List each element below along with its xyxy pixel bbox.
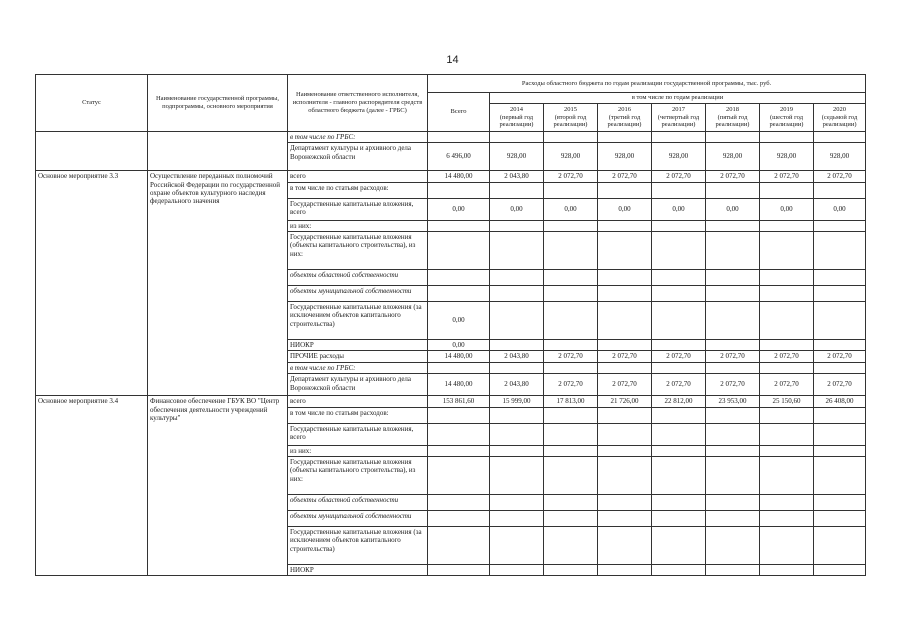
value-year: [706, 362, 760, 373]
value-year: [814, 269, 866, 285]
value-year: 2 072,70: [760, 374, 814, 396]
header-expenses: Расходы областного бюджета по годам реализации государственной программы, тыс. руб.: [428, 75, 866, 93]
value-year: [814, 301, 866, 339]
value-year: 23 953,00: [706, 396, 760, 407]
value-total: 0,00: [428, 339, 490, 350]
value-year: [760, 510, 814, 526]
value-year: [490, 362, 544, 373]
value-year: 2 072,70: [760, 171, 814, 182]
value-year: [814, 407, 866, 423]
value-year: [598, 423, 652, 445]
value-year: 2 072,70: [814, 171, 866, 182]
value-year: [652, 182, 706, 198]
row-label: ПРОЧИЕ расходы: [288, 351, 428, 362]
value-year: 21 726,00: [598, 396, 652, 407]
value-year: 2 072,70: [652, 374, 706, 396]
value-year: 2 072,70: [598, 374, 652, 396]
value-year: [814, 220, 866, 231]
measure-status: Основное мероприятие 3.4: [36, 396, 148, 576]
row-label: объекты муниципальной собственности: [288, 510, 428, 526]
value-year: [598, 407, 652, 423]
measure-status: Основное мероприятие 3.3: [36, 171, 148, 396]
value-total: [428, 285, 490, 301]
value-year: [652, 131, 706, 142]
value-year: [544, 407, 598, 423]
value-year: [760, 362, 814, 373]
value-year: [814, 526, 866, 564]
value-year: [814, 231, 866, 269]
value-year: [544, 456, 598, 494]
value-year: [814, 182, 866, 198]
value-year: [544, 231, 598, 269]
value-year: [706, 220, 760, 231]
value-year: [706, 423, 760, 445]
value-total: [428, 231, 490, 269]
row-label: Государственные капитальные вложения (за исключением объектов капитального строительства): [288, 526, 428, 564]
row-label: в том числе по ГРБС:: [288, 131, 428, 142]
value-year: [544, 301, 598, 339]
value-year: [760, 564, 814, 575]
value-year: [706, 339, 760, 350]
value-year: 22 812,00: [652, 396, 706, 407]
value-year: [598, 494, 652, 510]
value-year: [760, 407, 814, 423]
value-year: [760, 131, 814, 142]
value-year: 2 072,70: [814, 374, 866, 396]
header-year-number: 2014: [510, 106, 523, 114]
value-year: [706, 510, 760, 526]
value-year: [814, 362, 866, 373]
value-total: [428, 407, 490, 423]
header-total: Всего: [428, 93, 490, 132]
header-year-label: (первый год реализации): [499, 113, 534, 129]
value-year: 928,00: [706, 143, 760, 171]
row-label: в том числе по ГРБС:: [288, 362, 428, 373]
value-year: [652, 285, 706, 301]
value-year: [544, 526, 598, 564]
value-year: 928,00: [760, 143, 814, 171]
value-year: [760, 285, 814, 301]
value-year: 928,00: [544, 143, 598, 171]
value-total: 14 480,00: [428, 171, 490, 182]
value-year: [652, 407, 706, 423]
header-program-name: Наименование государственной программы, подпрограммы, основного мероприятия: [148, 75, 288, 132]
value-year: 2 072,70: [760, 351, 814, 362]
value-year: [814, 456, 866, 494]
value-year: 928,00: [814, 143, 866, 171]
value-year: [544, 510, 598, 526]
value-year: [490, 220, 544, 231]
row-label: объекты областной собственности: [288, 494, 428, 510]
value-year: [490, 339, 544, 350]
value-year: 2 072,70: [652, 351, 706, 362]
value-year: [814, 494, 866, 510]
value-year: [706, 285, 760, 301]
value-year: 2 072,70: [814, 351, 866, 362]
row-label: объекты областной собственности: [288, 269, 428, 285]
value-year: [598, 510, 652, 526]
value-year: [490, 423, 544, 445]
row-label: Государственные капитальные вложения, всего: [288, 198, 428, 220]
value-year: [490, 269, 544, 285]
value-year: [490, 510, 544, 526]
value-year: [598, 131, 652, 142]
row-label: из них:: [288, 220, 428, 231]
table-row: [36, 396, 866, 407]
value-year: [706, 182, 760, 198]
row-label: в том числе по статьям расходов:: [288, 182, 428, 198]
value-year: 928,00: [598, 143, 652, 171]
value-year: 928,00: [490, 143, 544, 171]
value-total: 0,00: [428, 301, 490, 339]
value-year: 0,00: [490, 198, 544, 220]
value-year: [598, 182, 652, 198]
row-label: Департамент культуры и архивного дела Воронежской области: [288, 374, 428, 396]
row-label: Государственные капитальные вложения, всего: [288, 423, 428, 445]
value-year: 2 072,70: [706, 171, 760, 182]
value-year: 2 072,70: [706, 351, 760, 362]
value-year: [598, 564, 652, 575]
continuation-name-cell: [148, 131, 288, 170]
value-year: [814, 131, 866, 142]
page-number: 14: [446, 54, 459, 66]
row-label: объекты муниципальной собственности: [288, 285, 428, 301]
value-year: [544, 423, 598, 445]
value-year: [490, 456, 544, 494]
budget-table: [35, 74, 866, 576]
value-year: 2 072,70: [652, 171, 706, 182]
value-year: [760, 423, 814, 445]
value-year: 0,00: [760, 198, 814, 220]
value-year: [760, 269, 814, 285]
table-row: [36, 171, 866, 182]
value-year: [598, 285, 652, 301]
value-year: [544, 269, 598, 285]
value-year: [598, 339, 652, 350]
value-total: [428, 220, 490, 231]
value-year: [760, 231, 814, 269]
value-year: [814, 339, 866, 350]
value-total: 14 480,00: [428, 374, 490, 396]
value-year: [706, 494, 760, 510]
header-by-years: в том числе по годам реализации: [490, 93, 866, 104]
value-year: 25 150,60: [760, 396, 814, 407]
value-year: [490, 445, 544, 456]
value-year: [760, 301, 814, 339]
header-year-2015: [544, 103, 598, 131]
header-year-2020: [814, 103, 866, 131]
value-total: [428, 564, 490, 575]
value-year: [490, 301, 544, 339]
value-year: 2 043,80: [490, 171, 544, 182]
value-year: [706, 131, 760, 142]
header-year-2017: [652, 103, 706, 131]
header-year-label: (шестой год реализации): [769, 113, 804, 129]
value-total: [428, 456, 490, 494]
header-year-number: 2017: [672, 106, 685, 114]
value-year: [544, 494, 598, 510]
row-label: Государственные капитальные вложения (за исключением объектов капитального строительства): [288, 301, 428, 339]
value-year: [706, 301, 760, 339]
value-total: [428, 362, 490, 373]
value-year: [706, 456, 760, 494]
header-year-number: 2018: [726, 106, 739, 114]
value-year: 2 072,70: [598, 351, 652, 362]
value-year: [544, 182, 598, 198]
value-year: [490, 494, 544, 510]
value-total: 153 861,60: [428, 396, 490, 407]
continuation-status-cell: [36, 131, 148, 170]
value-year: 2 043,80: [490, 351, 544, 362]
value-year: [760, 445, 814, 456]
header-executor: Наименование ответственного исполнителя, исполнителя - главного распорядителя средств областного бюджета (далее - ГРБС): [288, 75, 428, 132]
value-year: [814, 423, 866, 445]
header-year-number: 2019: [780, 106, 793, 114]
value-year: [706, 407, 760, 423]
measure-name: Осуществление переданных полномочий Российской Федерации по государственной охране объектов культурного наследия федерального значения: [148, 171, 288, 396]
measure-name: Финансовое обеспечение ГБУК ВО "Центр обеспечения деятельности учреждений культуры": [148, 396, 288, 576]
row-label: НИОКР: [288, 339, 428, 350]
header-year-2019: [760, 103, 814, 131]
value-year: 2 072,70: [598, 171, 652, 182]
value-year: 0,00: [598, 198, 652, 220]
value-year: [706, 445, 760, 456]
value-year: 2 072,70: [544, 374, 598, 396]
value-total: [428, 182, 490, 198]
value-year: [490, 131, 544, 142]
value-year: [598, 269, 652, 285]
value-year: [490, 564, 544, 575]
value-year: [760, 456, 814, 494]
value-total: 14 480,00: [428, 351, 490, 362]
value-year: [814, 564, 866, 575]
value-year: [544, 445, 598, 456]
value-year: [598, 526, 652, 564]
value-total: [428, 423, 490, 445]
value-year: 0,00: [706, 198, 760, 220]
header-year-number: 2020: [833, 106, 847, 114]
value-year: [760, 339, 814, 350]
value-year: [706, 526, 760, 564]
value-year: [490, 182, 544, 198]
row-label: Государственные капитальные вложения (объекты капитального строительства), из них:: [288, 456, 428, 494]
row-label: Государственные капитальные вложения (объекты капитального строительства), из них:: [288, 231, 428, 269]
value-year: 0,00: [652, 198, 706, 220]
value-year: [706, 231, 760, 269]
value-year: [652, 362, 706, 373]
value-year: [652, 564, 706, 575]
value-total: [428, 526, 490, 564]
value-year: [544, 362, 598, 373]
header-status: Статус: [36, 75, 148, 132]
value-total: 6 496,00: [428, 143, 490, 171]
header-year-label: (пятый год реализации): [715, 113, 750, 129]
value-year: [706, 564, 760, 575]
value-year: [706, 269, 760, 285]
value-year: [814, 445, 866, 456]
value-year: [652, 269, 706, 285]
value-year: [544, 131, 598, 142]
header-year-label: (четвертый год реализации): [657, 113, 700, 129]
value-year: [490, 231, 544, 269]
value-year: [652, 526, 706, 564]
value-year: [544, 564, 598, 575]
row-label: из них:: [288, 445, 428, 456]
value-year: 0,00: [814, 198, 866, 220]
value-year: [652, 510, 706, 526]
value-year: [652, 231, 706, 269]
value-year: [544, 339, 598, 350]
row-label: всего: [288, 171, 428, 182]
value-year: [490, 526, 544, 564]
value-year: [490, 285, 544, 301]
row-label: в том числе по статьям расходов:: [288, 407, 428, 423]
header-year-2016: [598, 103, 652, 131]
row-label: Департамент культуры и архивного дела Воронежской области: [288, 143, 428, 171]
value-year: [598, 220, 652, 231]
value-year: 928,00: [652, 143, 706, 171]
value-year: 2 072,70: [544, 171, 598, 182]
value-total: 0,00: [428, 198, 490, 220]
value-year: [652, 423, 706, 445]
value-year: [598, 456, 652, 494]
value-year: [652, 220, 706, 231]
value-year: [760, 494, 814, 510]
value-total: [428, 510, 490, 526]
value-year: [544, 220, 598, 231]
row-label: НИОКР: [288, 564, 428, 575]
value-year: [760, 182, 814, 198]
value-year: [544, 285, 598, 301]
value-year: [598, 445, 652, 456]
header-year-number: 2015: [564, 106, 577, 114]
value-year: [652, 339, 706, 350]
value-year: 0,00: [544, 198, 598, 220]
header-year-2014: [490, 103, 544, 131]
value-year: 2 072,70: [544, 351, 598, 362]
header-year-number: 2016: [618, 106, 631, 114]
table-row: [36, 131, 866, 142]
value-year: [814, 285, 866, 301]
value-total: [428, 131, 490, 142]
value-year: 17 813,00: [544, 396, 598, 407]
value-year: 15 999,00: [490, 396, 544, 407]
header-year-label: (седьмой год реализации): [821, 113, 858, 129]
value-year: [598, 362, 652, 373]
value-year: [652, 456, 706, 494]
value-year: [652, 445, 706, 456]
value-total: [428, 494, 490, 510]
value-year: 2 043,80: [490, 374, 544, 396]
value-year: [598, 301, 652, 339]
header-year-label: (третий год реализации): [607, 113, 642, 129]
value-year: [760, 220, 814, 231]
value-total: [428, 269, 490, 285]
value-year: [814, 510, 866, 526]
value-year: [490, 407, 544, 423]
value-year: 2 072,70: [706, 374, 760, 396]
value-total: [428, 445, 490, 456]
value-year: [760, 526, 814, 564]
header-year-2018: [706, 103, 760, 131]
value-year: [598, 231, 652, 269]
value-year: 26 408,00: [814, 396, 866, 407]
value-year: [652, 494, 706, 510]
value-year: [652, 301, 706, 339]
header-year-label: (второй год реализации): [553, 113, 588, 129]
row-label: всего: [288, 396, 428, 407]
